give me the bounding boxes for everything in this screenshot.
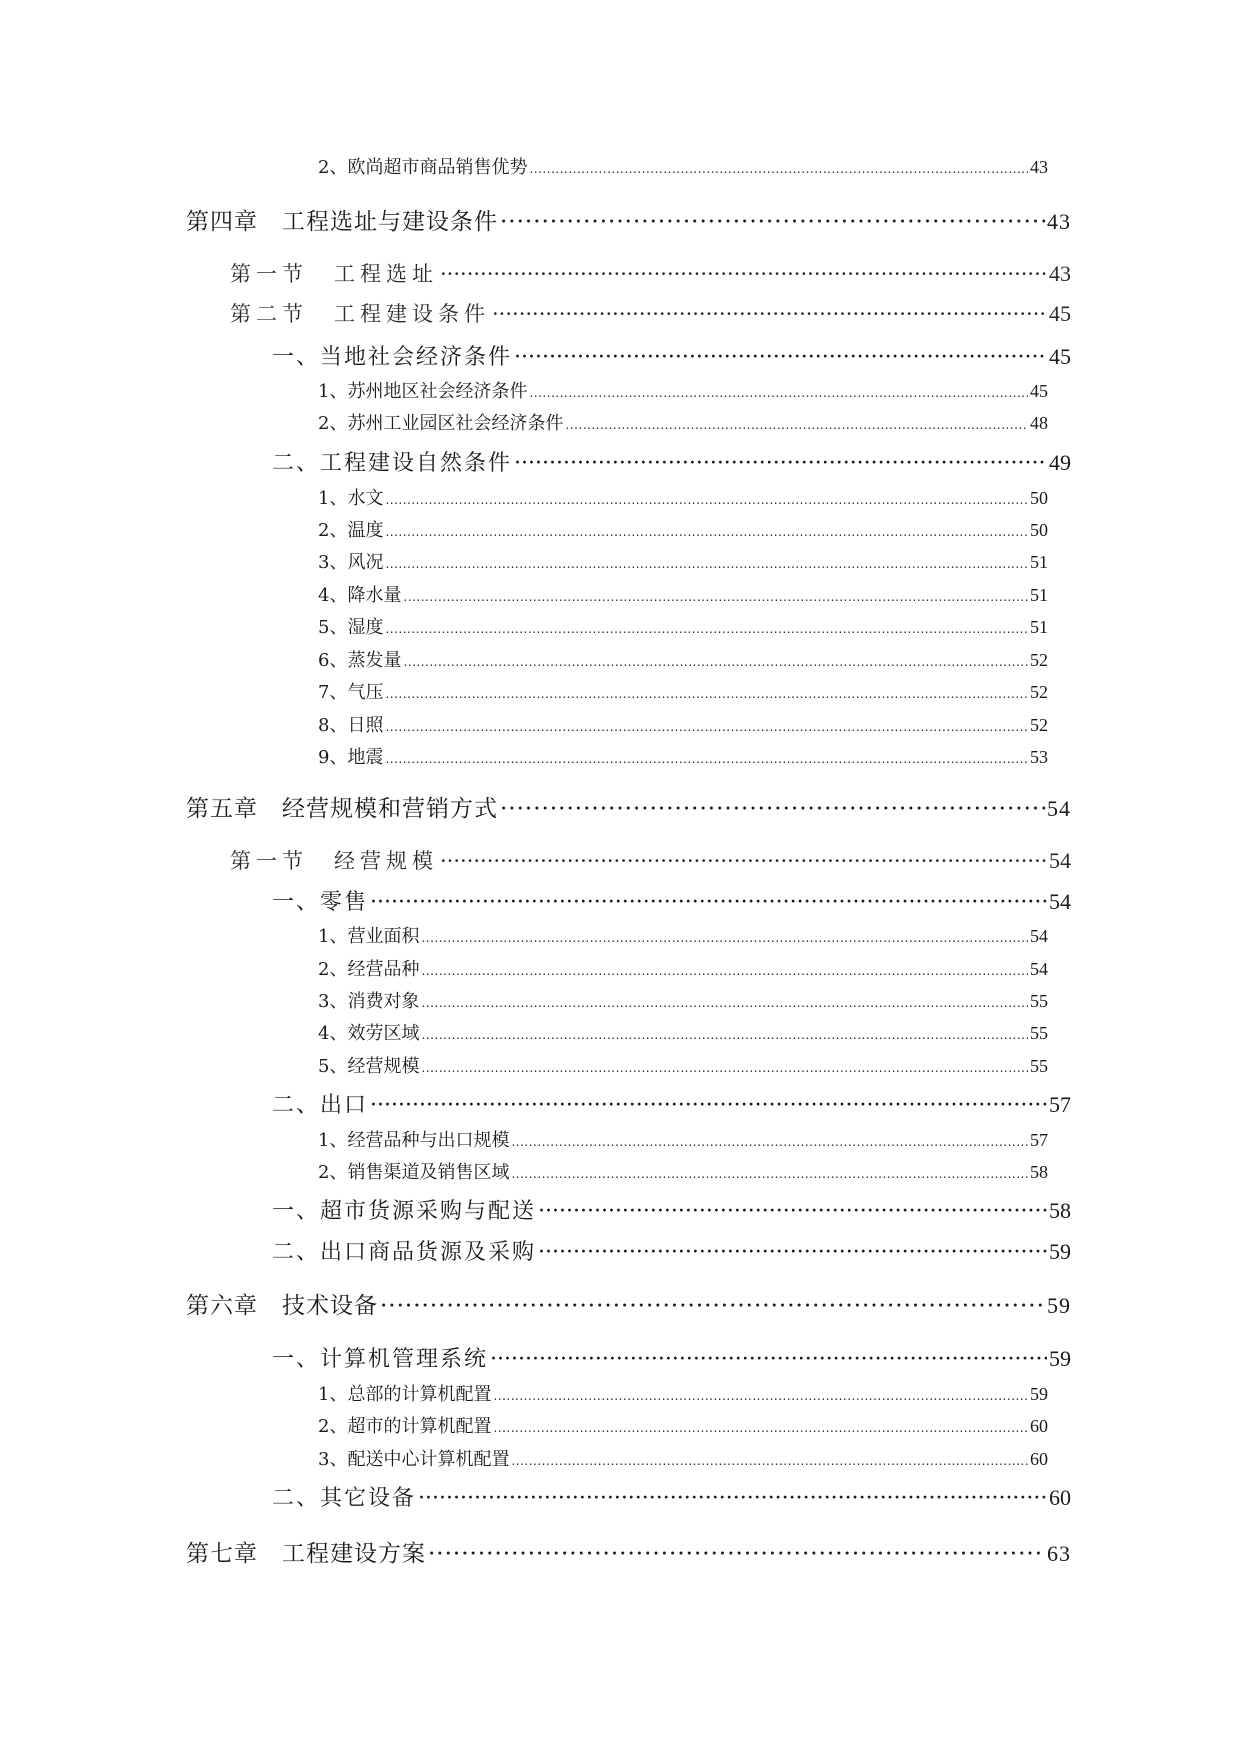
dot-leader [421, 931, 1028, 945]
toc-entry-label: 1、水文 [318, 488, 384, 509]
toc-entry-page: 58 [1049, 1198, 1071, 1223]
toc-entry-page: 57 [1049, 1092, 1071, 1117]
toc-entry-label: 一、超市货源采购与配送 [272, 1199, 537, 1224]
toc-section[interactable] [230, 845, 1071, 875]
toc-subsection[interactable] [272, 340, 1071, 371]
dot-leader [385, 622, 1028, 636]
dot-leader [538, 1199, 1047, 1224]
dot-leader [511, 1167, 1028, 1181]
toc-entry-label: 2、苏州工业园区社会经济条件 [318, 413, 564, 434]
toc-entry-page: 52 [1030, 715, 1048, 735]
toc-entry-page: 54 [1030, 959, 1048, 979]
toc-entry-label: 7、气压 [318, 682, 384, 703]
toc-entry[interactable] [318, 678, 1048, 704]
toc-entry[interactable] [318, 548, 1048, 574]
toc-entry[interactable] [318, 409, 1048, 435]
toc-chapter[interactable] [186, 1287, 1071, 1320]
toc-entry-label: 3、配送中心计算机配置 [318, 1449, 510, 1470]
dot-leader [370, 890, 1047, 915]
toc-entry-page: 45 [1049, 301, 1071, 326]
dot-leader [511, 1135, 1028, 1149]
dot-leader [421, 1061, 1028, 1075]
toc-entry-page: 55 [1030, 1023, 1048, 1043]
toc-entry-label: 1、经营品种与出口规模 [318, 1130, 510, 1151]
toc-entry[interactable] [318, 613, 1048, 639]
dot-leader [511, 1454, 1028, 1468]
dot-leader [418, 1486, 1047, 1511]
toc-entry-label: 6、蒸发量 [318, 650, 402, 671]
toc-entry-label: 9、地震 [318, 747, 384, 768]
toc-subsection[interactable] [272, 1481, 1071, 1512]
toc-entry-page: 48 [1030, 413, 1048, 433]
toc-entry-label: 4、降水量 [318, 585, 402, 606]
toc-entry-page: 49 [1049, 450, 1071, 475]
dot-leader [380, 1293, 1045, 1319]
toc-entry-label: 2、温度 [318, 520, 384, 541]
toc-entry-page: 63 [1047, 1541, 1071, 1566]
toc-entry-page: 54 [1030, 926, 1048, 946]
toc-entry-label: 1、总部的计算机配置 [318, 1384, 492, 1405]
toc-entry-page: 53 [1030, 747, 1048, 767]
dot-leader [385, 557, 1028, 571]
dot-leader [538, 1240, 1047, 1265]
dot-leader [500, 209, 1045, 235]
dot-leader [385, 752, 1028, 766]
toc-entry[interactable] [318, 646, 1048, 672]
toc-entry-page: 50 [1030, 488, 1048, 508]
toc-entry[interactable] [318, 1412, 1048, 1438]
toc-entry-label: 第二节 工程建设条件 [230, 302, 490, 326]
toc-entry[interactable] [318, 516, 1048, 542]
dot-leader [529, 162, 1028, 176]
toc-entry[interactable] [318, 1019, 1048, 1045]
toc-entry-page: 51 [1030, 552, 1048, 572]
toc-entry[interactable] [318, 484, 1048, 510]
toc-entry-page: 51 [1030, 585, 1048, 605]
dot-leader [492, 302, 1047, 326]
toc-entry-label: 2、欧尚超市商品销售优势 [318, 157, 528, 178]
dot-leader [385, 525, 1028, 539]
toc-entry-label: 第七章 工程建设方案 [186, 1541, 426, 1567]
dot-leader [385, 720, 1028, 734]
toc-entry-label: 第一节 经营规模 [230, 849, 438, 873]
toc-subsection[interactable] [272, 1235, 1071, 1266]
toc-entry[interactable] [318, 955, 1048, 981]
toc-entry-page: 50 [1030, 520, 1048, 540]
dot-leader [421, 964, 1028, 978]
dot-leader [514, 345, 1047, 370]
dot-leader [565, 418, 1028, 432]
toc-entry-label: 一、计算机管理系统 [272, 1347, 489, 1372]
toc-entry-label: 一、当地社会经济条件 [272, 345, 513, 370]
dot-leader [440, 262, 1047, 286]
toc-entry-label: 2、经营品种 [318, 959, 420, 980]
toc-entry-page: 43 [1047, 209, 1071, 234]
toc-entry[interactable] [318, 581, 1048, 607]
toc-entry-label: 3、风况 [318, 552, 384, 573]
toc-entry[interactable] [318, 743, 1048, 769]
toc-entry-label: 第五章 经营规模和营销方式 [186, 796, 498, 822]
toc-entry[interactable] [318, 153, 1048, 179]
toc-entry-page: 60 [1030, 1449, 1048, 1469]
toc-entry-label: 4、效劳区域 [318, 1023, 420, 1044]
dot-leader [421, 996, 1028, 1010]
toc-entry-page: 54 [1049, 889, 1071, 914]
toc-entry-page: 55 [1030, 1056, 1048, 1076]
dot-leader [500, 796, 1045, 822]
toc-entry[interactable] [318, 1380, 1048, 1406]
toc-entry-page: 60 [1030, 1416, 1048, 1436]
toc-entry[interactable] [318, 377, 1048, 403]
toc-entry-label: 2、销售渠道及销售区域 [318, 1162, 510, 1183]
dot-leader [514, 451, 1047, 476]
dot-leader [493, 1421, 1028, 1435]
dot-leader [490, 1347, 1047, 1372]
toc-entry-label: 2、超市的计算机配置 [318, 1416, 492, 1437]
dot-leader [370, 1093, 1047, 1118]
toc-entry-label: 二、工程建设自然条件 [272, 451, 513, 476]
toc-entry-label: 1、苏州地区社会经济条件 [318, 381, 528, 402]
toc-entry[interactable] [318, 1126, 1048, 1152]
toc-entry-label: 二、出口 [272, 1093, 369, 1118]
toc-entry-page: 43 [1049, 261, 1071, 286]
toc-subsection[interactable] [272, 1194, 1071, 1225]
toc-entry[interactable] [318, 1158, 1048, 1184]
toc-entry-page: 55 [1030, 991, 1048, 1011]
toc-entry-page: 57 [1030, 1130, 1048, 1150]
toc-entry-label: 1、营业面积 [318, 926, 420, 947]
toc-section[interactable] [230, 298, 1071, 328]
toc-entry-label: 3、消费对象 [318, 991, 420, 1012]
toc-entry-label: 5、经营规模 [318, 1056, 420, 1077]
toc-entry-label: 一、零售 [272, 890, 369, 915]
dot-leader [493, 1389, 1028, 1403]
toc-entry-page: 54 [1047, 796, 1071, 821]
toc-subsection[interactable] [272, 1342, 1071, 1373]
toc-entry-page: 51 [1030, 617, 1048, 637]
toc-subsection[interactable] [272, 885, 1071, 916]
toc-entry-page: 52 [1030, 650, 1048, 670]
toc-section[interactable] [230, 258, 1071, 288]
toc-entry-page: 54 [1049, 848, 1071, 873]
dot-leader [428, 1541, 1045, 1567]
toc-entry-page: 59 [1049, 1239, 1071, 1264]
toc-entry-label: 第六章 技术设备 [186, 1293, 378, 1319]
dot-leader [385, 687, 1028, 701]
toc-entry-page: 45 [1030, 381, 1048, 401]
toc-entry-page: 59 [1030, 1384, 1048, 1404]
toc-chapter[interactable] [186, 1535, 1071, 1568]
toc-entry-page: 59 [1049, 1346, 1071, 1371]
toc-chapter[interactable] [186, 790, 1071, 823]
dot-leader [440, 849, 1047, 873]
toc-entry[interactable] [318, 1445, 1048, 1471]
toc-subsection[interactable] [272, 446, 1071, 477]
toc-chapter[interactable] [186, 203, 1071, 236]
toc-entry[interactable] [318, 1052, 1048, 1078]
dot-leader [403, 655, 1028, 669]
toc-entry-page: 43 [1030, 157, 1048, 177]
dot-leader [385, 493, 1028, 507]
toc-entry-page: 52 [1030, 682, 1048, 702]
toc-entry-label: 8、日照 [318, 715, 384, 736]
toc-entry[interactable] [318, 922, 1048, 948]
dot-leader [421, 1028, 1028, 1042]
toc-entry-page: 45 [1049, 344, 1071, 369]
toc-entry-label: 5、湿度 [318, 617, 384, 638]
toc-entry-page: 60 [1049, 1485, 1071, 1510]
toc-entry[interactable] [318, 987, 1048, 1013]
toc-entry-page: 59 [1047, 1293, 1071, 1318]
toc-entry-page: 58 [1030, 1162, 1048, 1182]
toc-entry-label: 第一节 工程选址 [230, 262, 438, 286]
toc-entry-label: 第四章 工程选址与建设条件 [186, 209, 498, 235]
toc-subsection[interactable] [272, 1088, 1071, 1119]
toc-entry[interactable] [318, 711, 1048, 737]
dot-leader [403, 590, 1028, 604]
toc-entry-label: 二、其它设备 [272, 1486, 417, 1511]
dot-leader [529, 386, 1028, 400]
toc-entry-label: 二、出口商品货源及采购 [272, 1240, 537, 1265]
